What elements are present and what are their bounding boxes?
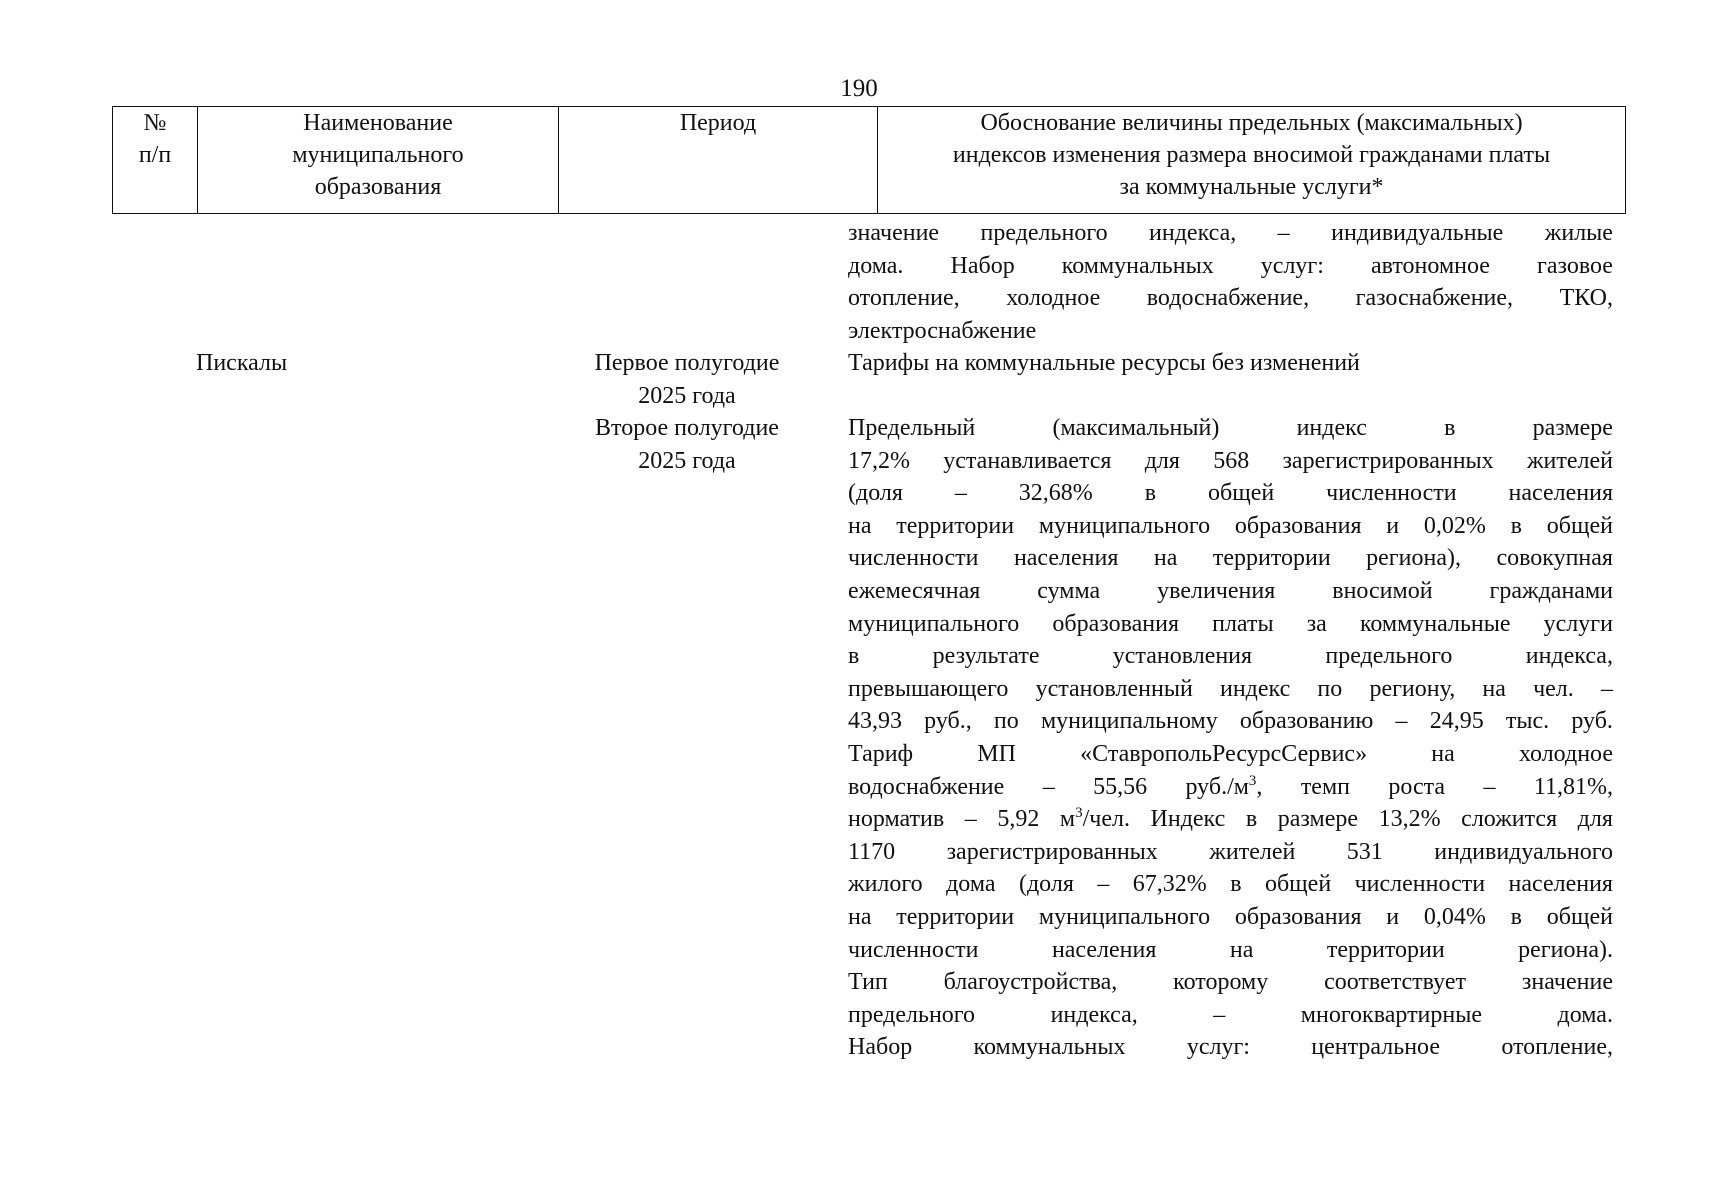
- justification-line: [848, 901, 1613, 934]
- word: предельного: [848, 1001, 976, 1028]
- word: 1170: [848, 838, 896, 865]
- word: территории: [1326, 936, 1445, 963]
- word: $руб./м^3$,: [1185, 772, 1263, 800]
- word: газоснабжение,: [1355, 285, 1514, 312]
- continuation-line: [848, 217, 1613, 250]
- word: 17,2%: [848, 447, 910, 474]
- justification-line: [848, 445, 1613, 478]
- word: Индекс: [1150, 806, 1226, 833]
- word: образования: [1234, 512, 1362, 539]
- word: –: [1483, 773, 1496, 800]
- word: коммунальных: [1061, 252, 1214, 279]
- word: 13,2%: [1378, 806, 1441, 833]
- word: значение: [1521, 969, 1613, 996]
- word: «СтавропольРесурсСервис»: [1080, 740, 1368, 767]
- word: образованию: [1239, 708, 1374, 735]
- word: региону,: [1369, 675, 1456, 702]
- justification-line: [848, 934, 1613, 967]
- word: которому: [1173, 969, 1269, 996]
- word: численности: [1326, 480, 1457, 507]
- word: и: [1386, 903, 1400, 930]
- word: благоустройства,: [943, 969, 1118, 996]
- word: общей: [1264, 871, 1332, 898]
- word: населения: [1051, 936, 1157, 963]
- word: –: [964, 806, 977, 833]
- word: в: [1144, 480, 1157, 507]
- word: в: [1444, 415, 1456, 441]
- continuation-line: [848, 282, 1613, 315]
- word: 568: [1213, 447, 1250, 474]
- header-justification: Обоснование величины предельных (максимальных) индексов изменения размера вносимой гражданами платы за коммунальные услуги*: [878, 107, 1626, 214]
- continuation-line: [848, 250, 1613, 283]
- word: 67,32%: [1132, 871, 1207, 898]
- word: муниципального: [848, 610, 1020, 637]
- justification-line: [848, 542, 1613, 575]
- word: на: [1482, 675, 1506, 702]
- word: роста: [1388, 773, 1446, 800]
- word: (доля: [848, 480, 903, 507]
- word: коммунальных: [973, 1034, 1126, 1061]
- word: в: [1230, 871, 1242, 898]
- word: территории: [896, 512, 1015, 539]
- word: тыс.: [1505, 708, 1550, 735]
- word: сумма: [1037, 577, 1101, 604]
- word: –: [1213, 1001, 1226, 1028]
- word: территории: [1212, 545, 1331, 572]
- municipality-name: Пискалы: [196, 350, 288, 376]
- table-header: [112, 106, 1626, 214]
- word: зарегистрированных: [1282, 447, 1494, 474]
- word: размере: [1277, 806, 1359, 833]
- word: индивидуального: [1434, 838, 1613, 865]
- word: платы: [1212, 610, 1274, 637]
- word: по: [993, 708, 1019, 735]
- word: общей: [1546, 512, 1613, 539]
- word: населения: [1508, 871, 1613, 898]
- word: 0,02%: [1423, 512, 1486, 539]
- word: индекс: [1219, 675, 1291, 702]
- word: Тариф: [848, 740, 914, 767]
- word: Набор: [950, 252, 1015, 279]
- word: региона),: [1366, 545, 1461, 572]
- justification-line: [848, 477, 1613, 510]
- word: индивидуальные: [1331, 220, 1504, 246]
- justification-line: [848, 640, 1613, 673]
- word: индекса,: [1050, 1001, 1138, 1028]
- word: на: [848, 512, 872, 539]
- word: отопление,: [1501, 1034, 1613, 1061]
- word: на: [1431, 740, 1455, 767]
- word: и: [1386, 512, 1400, 539]
- word: в: [1245, 806, 1258, 833]
- word: по: [1317, 675, 1343, 702]
- word: (максимальный): [1052, 415, 1220, 441]
- word: образования: [1234, 903, 1362, 930]
- word: территории: [896, 903, 1015, 930]
- continuation-text: [848, 217, 1613, 347]
- word: на: [1229, 936, 1254, 963]
- word: 32,68%: [1018, 480, 1093, 507]
- word: соответствует: [1324, 969, 1467, 996]
- word: численности: [848, 936, 979, 963]
- period-second-half: Второе полугодие 2025 года: [595, 415, 779, 474]
- word: на: [848, 903, 872, 930]
- word: увеличения: [1157, 577, 1276, 604]
- word: индекс: [1296, 415, 1367, 441]
- word: –: [954, 480, 967, 507]
- word: –: [1600, 675, 1613, 702]
- word: 0,04%: [1423, 903, 1486, 930]
- word: зарегистрированных: [946, 838, 1158, 865]
- justification-line: [848, 608, 1613, 641]
- word: муниципального: [1038, 512, 1211, 539]
- word: центральное: [1311, 1034, 1440, 1061]
- continuation-line: электроснабжение: [848, 317, 1037, 344]
- word: услуг:: [1186, 1034, 1250, 1061]
- word: газовое: [1536, 252, 1613, 279]
- justification-second-half: [848, 412, 1613, 1064]
- word: 11,81%,: [1533, 773, 1613, 800]
- word: водоснабжение,: [1146, 285, 1310, 312]
- word: предельного: [1325, 643, 1453, 670]
- word: (доля: [1018, 871, 1074, 898]
- word: населения: [1508, 480, 1613, 507]
- word: сложится: [1461, 806, 1558, 833]
- word: жителей: [1209, 838, 1296, 865]
- word: индекса,: [1525, 643, 1613, 670]
- word: ежемесячная: [848, 577, 981, 604]
- justification-line: [848, 738, 1613, 771]
- word: результате: [932, 643, 1040, 670]
- word: услуги: [1543, 610, 1613, 637]
- word: муниципального: [1038, 903, 1211, 930]
- justification-line: [848, 1031, 1613, 1064]
- word: значение: [848, 220, 940, 246]
- word: гражданами: [1489, 577, 1613, 604]
- justification-line: [848, 966, 1613, 999]
- page-number: 190: [840, 75, 878, 102]
- word: муниципальному: [1040, 708, 1218, 735]
- word: общей: [1546, 903, 1613, 930]
- word: для: [1577, 806, 1613, 833]
- word: МП: [977, 740, 1016, 767]
- word: дома: [946, 871, 996, 898]
- word: вносимой: [1332, 577, 1433, 604]
- word: $м^3$/чел.: [1059, 805, 1130, 833]
- word: индекса,: [1149, 220, 1237, 246]
- word: жилого: [848, 871, 923, 898]
- word: Набор: [848, 1034, 913, 1061]
- justification-line: [848, 803, 1613, 836]
- justification-line: [848, 510, 1613, 543]
- word: численности: [848, 545, 979, 572]
- word: коммунальные: [1359, 610, 1511, 637]
- justification-line: [848, 705, 1613, 738]
- word: 24,95: [1429, 708, 1484, 735]
- justification-line: [848, 771, 1613, 804]
- word: –: [1277, 220, 1290, 246]
- word: дома.: [1557, 1001, 1613, 1028]
- word: дома.: [848, 252, 904, 279]
- word: Тип: [848, 969, 888, 996]
- word: совокупная: [1496, 545, 1613, 572]
- word: холодное: [1006, 285, 1101, 312]
- word: норматив: [848, 806, 945, 833]
- word: в: [1510, 512, 1523, 539]
- word: услуг:: [1260, 252, 1324, 279]
- word: установления: [1112, 643, 1253, 670]
- justification-line: [848, 412, 1613, 445]
- word: на: [1153, 545, 1178, 572]
- word: образования: [1052, 610, 1179, 637]
- word: руб.: [1571, 708, 1613, 735]
- header-municipality: Наименование муниципального образования: [198, 107, 559, 214]
- justification-line: [848, 673, 1613, 706]
- justification-first-half: Тарифы на коммунальные ресурсы без изменений: [848, 350, 1360, 376]
- justification-line: [848, 999, 1613, 1032]
- justification-line: [848, 575, 1613, 608]
- word: в: [848, 643, 860, 670]
- word: для: [1144, 447, 1180, 474]
- word: –: [1042, 773, 1055, 800]
- word: населения: [1013, 545, 1119, 572]
- word: жителей: [1526, 447, 1613, 474]
- word: автономное: [1371, 252, 1490, 279]
- word: холодное: [1518, 740, 1613, 767]
- word: 55,56: [1093, 773, 1148, 800]
- word: 43,93: [848, 708, 902, 735]
- word: 531: [1346, 838, 1383, 865]
- word: жилые: [1544, 220, 1613, 246]
- word: за: [1306, 610, 1327, 637]
- word: превышающего: [848, 675, 1009, 702]
- word: –: [1395, 708, 1408, 735]
- justification-line: [848, 868, 1613, 901]
- word: в: [1510, 903, 1523, 930]
- word: устанавливается: [943, 447, 1112, 474]
- word: размере: [1532, 415, 1613, 441]
- word: общей: [1208, 480, 1275, 507]
- word: установленный: [1035, 675, 1193, 702]
- word: отопление,: [848, 285, 960, 312]
- word: 5,92: [997, 806, 1040, 833]
- word: –: [1097, 871, 1110, 898]
- header-number: № п/п: [113, 107, 198, 214]
- justification-line: [848, 836, 1613, 869]
- word: численности: [1354, 871, 1486, 898]
- word: предельного: [980, 220, 1108, 246]
- word: руб.,: [924, 708, 972, 735]
- word: многоквартирные: [1300, 1001, 1483, 1028]
- word: Предельный: [848, 415, 976, 441]
- word: водоснабжение: [848, 773, 1005, 800]
- word: темп: [1300, 773, 1350, 800]
- word: региона).: [1518, 936, 1613, 963]
- word: чел.: [1533, 675, 1574, 702]
- period-first-half: Первое полугодие 2025 года: [594, 350, 780, 409]
- header-period: Период: [559, 107, 878, 214]
- word: ТКО,: [1559, 285, 1613, 312]
